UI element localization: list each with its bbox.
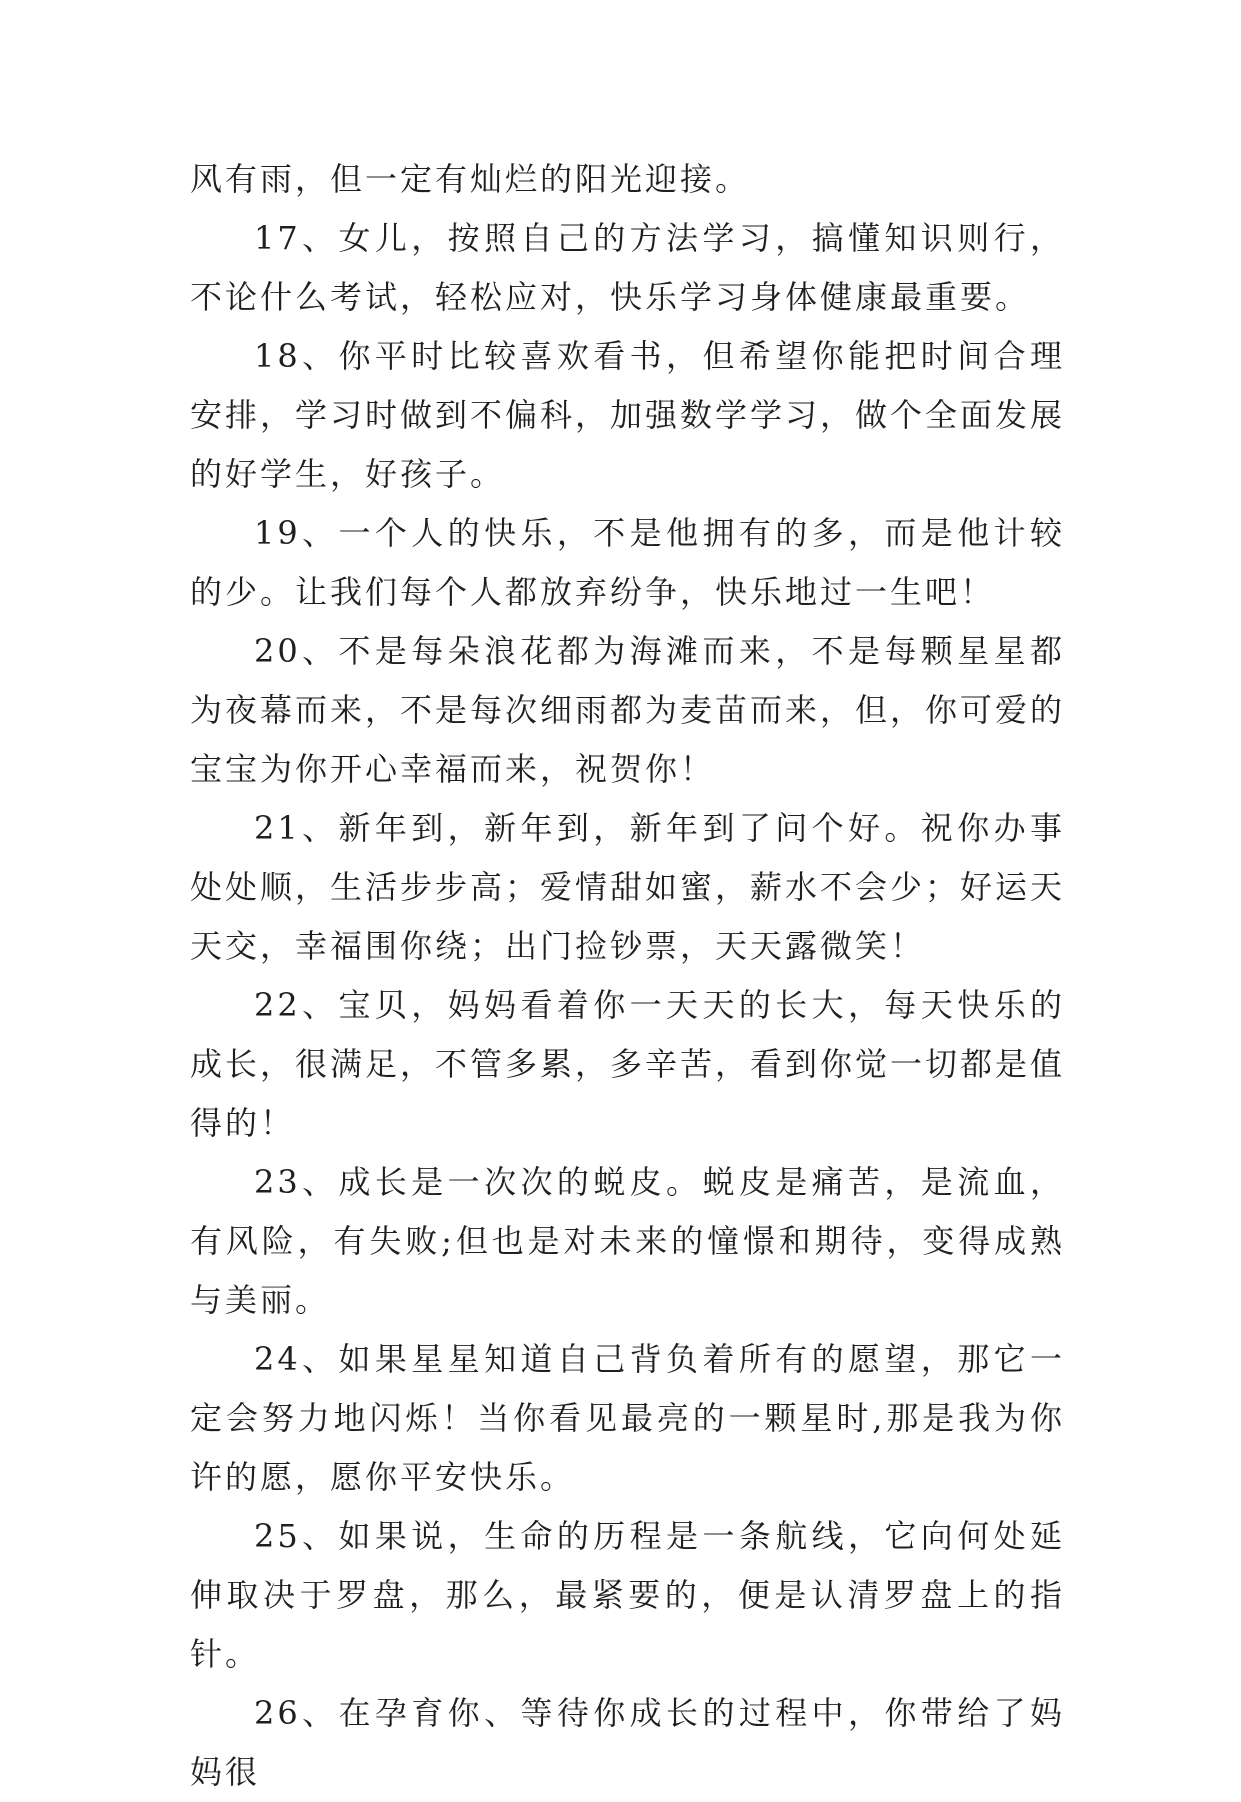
- document-body: [190, 150, 1065, 1802]
- paragraph-24: 24、如果星星知道自己背负着所有的愿望，那它一定会努力地闪烁！当你看见最亮的一颗星时,那是我为你许的愿，愿你平安快乐。: [190, 1340, 1065, 1496]
- paragraph-26: 26、在孕育你、等待你成长的过程中，你带给了妈妈很: [190, 1694, 1065, 1791]
- paragraph-18: 18、你平时比较喜欢看书，但希望你能把时间合理安排，学习时做到不偏科，加强数学学习，做个全面发展的好学生，好孩子。: [190, 337, 1066, 493]
- paragraph-22: 22、宝贝，妈妈看着你一天天的长大，每天快乐的成长，很满足，不管多累，多辛苦，看到你觉一切都是值得的！: [190, 986, 1066, 1142]
- paragraph-19: 19、一个人的快乐，不是他拥有的多，而是他计较的少。让我们每个人都放弃纷争，快乐地过一生吧！: [190, 514, 1065, 611]
- paragraph-17: 17、女儿，按照自己的方法学习，搞懂知识则行，不论什么考试，轻松应对，快乐学习身体健康最重要。: [190, 219, 1065, 316]
- paragraph-continued: 风有雨，但一定有灿烂的阳光迎接。: [190, 160, 751, 198]
- paragraph-23: 23、成长是一次次的蜕皮。蜕皮是痛苦，是流血，有风险，有失败;但也是对未来的憧憬和期待，变得成熟与美丽。: [190, 1163, 1065, 1319]
- paragraph-21: 21、新年到，新年到，新年到了问个好。祝你办事处处顺，生活步步高；爱情甜如蜜，薪水不会少；好运天天交，幸福围你绕；出门捡钞票，天天露微笑！: [190, 809, 1066, 965]
- paragraph-20: 20、不是每朵浪花都为海滩而来，不是每颗星星都为夜幕而来，不是每次细雨都为麦苗而来，但，你可爱的宝宝为你开心幸福而来，祝贺你！: [190, 632, 1066, 788]
- paragraph-25: 25、如果说，生命的历程是一条航线，它向何处延伸取决于罗盘，那么，最紧要的，便是认清罗盘上的指针。: [190, 1517, 1065, 1673]
